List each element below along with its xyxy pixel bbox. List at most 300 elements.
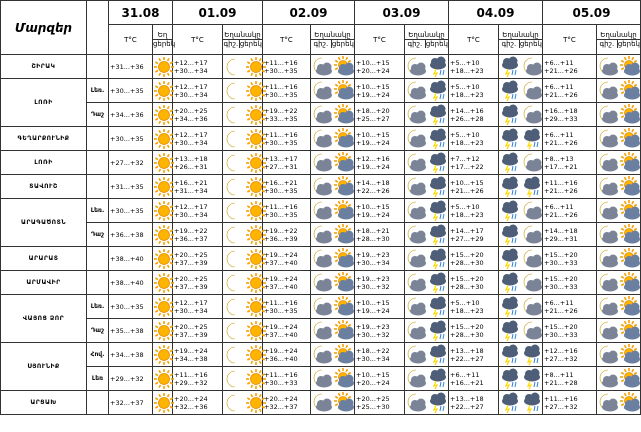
storm-icon — [427, 128, 449, 150]
night-label: գիշ. — [599, 40, 615, 48]
storm-icon — [427, 104, 449, 126]
weather-icon-cell — [405, 391, 449, 415]
sun-cloud-icon — [619, 272, 641, 294]
temperature-cell: +15...+20 +28...+30 — [449, 319, 499, 343]
table-row — [1, 79, 641, 103]
sun-cloud-icon — [333, 176, 355, 198]
regions-header: Մարզեր — [1, 1, 87, 55]
temperature-cell: +18...+20 +25...+27 — [355, 103, 405, 127]
weather-icon-cell — [499, 223, 543, 247]
temperature-cell: +6...+11 +21...+26 — [543, 127, 597, 151]
storm-icon — [427, 368, 449, 390]
weather-icon-cell — [597, 151, 641, 175]
weather-icon-cell — [223, 199, 263, 223]
moon-cloud-icon — [311, 152, 333, 174]
moon-cloud-icon — [597, 368, 619, 390]
weather-icon-cell — [153, 223, 173, 247]
weather-icon-cell — [499, 151, 543, 175]
weather-icon-cell — [405, 199, 449, 223]
storm-icon — [427, 320, 449, 342]
weather-icon-cell — [405, 295, 449, 319]
temperature-cell: +6...+11 +16...+21 — [449, 367, 499, 391]
sun-cloud-icon — [619, 200, 641, 222]
sun-cloud-icon — [619, 320, 641, 342]
storm-icon — [521, 344, 543, 366]
temperature-cell: +14...+18 +29...+31 — [543, 223, 597, 247]
temperature-cell: +16...+18 +29...+33 — [543, 103, 597, 127]
moon-cloud-icon — [311, 128, 333, 150]
moon-cloud-icon — [597, 320, 619, 342]
table-row — [1, 319, 641, 343]
table-row — [1, 55, 641, 79]
weather-icon-cell — [311, 151, 355, 175]
moon-cloud-icon — [311, 392, 333, 414]
weather-icon-cell — [153, 79, 173, 103]
weather-icon-cell — [311, 127, 355, 151]
moon-cloud-icon — [597, 176, 619, 198]
table-row — [1, 247, 641, 271]
moon-icon — [223, 56, 245, 78]
table-row — [1, 223, 641, 247]
temperature-cell: +18...+22 +30...+34 — [355, 343, 405, 367]
moon-cloud-icon — [521, 80, 543, 102]
moon-cloud-icon — [405, 272, 427, 294]
temperature-cell: +11...+16 +30...+35 — [263, 127, 311, 151]
temperature-cell: +12...+16 +27...+32 — [543, 343, 597, 367]
day-label: ցերեկ — [153, 40, 176, 48]
weather-subheader — [405, 25, 449, 55]
temperature-cell: +5...+10 +18...+23 — [449, 79, 499, 103]
sun-cloud-icon — [333, 248, 355, 270]
weather-icon-cell — [597, 223, 641, 247]
temperature-cell: +10...+15 +19...+24 — [355, 199, 405, 223]
night-label: գիշ. — [313, 40, 329, 48]
sun-cloud-icon — [333, 296, 355, 318]
moon-cloud-icon — [521, 272, 543, 294]
sun-cloud-icon — [619, 296, 641, 318]
table-row — [1, 271, 641, 295]
moon-cloud-icon — [597, 152, 619, 174]
region-name: ՍՅՈՒՆԻՔ — [1, 343, 87, 391]
temperature-cell: +11...+16 +30...+33 — [263, 367, 311, 391]
weather-icon-cell — [311, 391, 355, 415]
storm-icon — [499, 200, 521, 222]
moon-cloud-icon — [521, 248, 543, 270]
temp-subheader: T°C — [173, 25, 223, 55]
moon-cloud-icon — [405, 344, 427, 366]
temperature-cell: +34...+36 — [109, 103, 153, 127]
night-label: գիշ. — [407, 40, 423, 48]
weather-icon-cell — [311, 103, 355, 127]
table-row — [1, 199, 641, 223]
storm-icon — [427, 152, 449, 174]
night-label: գիշ. — [501, 40, 517, 48]
moon-icon — [223, 224, 245, 246]
temperature-cell: +19...+23 +30...+32 — [355, 319, 405, 343]
temperature-cell: +11...+16 +27...+32 — [543, 391, 597, 415]
sun-cloud-icon — [333, 104, 355, 126]
weather-icon-cell — [597, 127, 641, 151]
moon-cloud-icon — [405, 176, 427, 198]
temperature-cell: +12...+17 +30...+34 — [173, 55, 223, 79]
moon-cloud-icon — [311, 296, 333, 318]
sun-icon — [153, 200, 175, 222]
weather-icon-cell — [311, 271, 355, 295]
region-name: ՎԱՅՈՑ ՁՈՐ — [1, 295, 87, 343]
subregion-label: Լեռ. — [87, 295, 109, 319]
weather-icon-cell — [311, 223, 355, 247]
weather-icon-cell — [405, 319, 449, 343]
moon-cloud-icon — [521, 56, 543, 78]
region-name: ԱՐՑԱԽ — [1, 391, 87, 415]
moon-cloud-icon — [597, 224, 619, 246]
weather-label: Եղանակը — [600, 31, 637, 39]
temperature-cell: +15...+20 +28...+30 — [449, 271, 499, 295]
sun-icon — [153, 224, 175, 246]
temp-subheader: T°C — [263, 25, 311, 55]
temperature-cell: +16...+21 +31...+34 — [173, 175, 223, 199]
moon-cloud-icon — [597, 200, 619, 222]
weather-icon-cell — [153, 199, 173, 223]
sun-icon — [153, 272, 175, 294]
weather-icon-cell — [311, 79, 355, 103]
weather-label: Եղանակը — [224, 31, 261, 39]
date-header: 31.08 — [109, 1, 173, 25]
region-name: ԳԵՂԱՐՔՈՒՆԻՔ — [1, 127, 87, 151]
sun-cloud-icon — [333, 224, 355, 246]
temperature-cell: +12...+16 +19...+24 — [355, 151, 405, 175]
weather-icon-cell — [223, 175, 263, 199]
moon-cloud-icon — [405, 128, 427, 150]
weather-icon-cell — [405, 79, 449, 103]
sun-icon — [153, 80, 175, 102]
storm-icon — [427, 296, 449, 318]
temperature-cell: +14...+17 +27...+29 — [449, 223, 499, 247]
temperature-cell: +16...+21 +30...+35 — [263, 175, 311, 199]
date-header: 02.09 — [263, 1, 355, 25]
sun-icon — [153, 152, 175, 174]
temperature-cell: +15...+20 +30...+33 — [543, 271, 597, 295]
moon-icon — [223, 320, 245, 342]
sun-icon — [153, 128, 175, 150]
weather-icon-cell — [597, 55, 641, 79]
temperature-cell: +31...+35 — [109, 175, 153, 199]
weather-label: Եղանակը — [408, 31, 445, 39]
weather-icon-cell — [499, 295, 543, 319]
storm-icon — [521, 176, 543, 198]
weather-icon-cell — [499, 55, 543, 79]
weather-icon-cell — [153, 247, 173, 271]
weather-icon-cell — [597, 367, 641, 391]
temperature-cell: +27...+32 — [109, 151, 153, 175]
weather-icon-cell — [597, 103, 641, 127]
moon-cloud-icon — [311, 344, 333, 366]
weather-icon-cell — [499, 391, 543, 415]
temperature-cell: +20...+25 +37...+39 — [173, 271, 223, 295]
storm-icon — [427, 80, 449, 102]
weather-icon-cell — [153, 367, 173, 391]
subregion-label: Դաշ — [87, 319, 109, 343]
temperature-cell: +6...+11 +21...+26 — [543, 55, 597, 79]
temperature-cell: +19...+22 +33...+35 — [263, 103, 311, 127]
moon-icon — [223, 296, 245, 318]
temp-subheader: T°C — [543, 25, 597, 55]
weather-icon-cell — [311, 343, 355, 367]
subregion-label — [87, 151, 109, 175]
sun-cloud-icon — [333, 152, 355, 174]
temperature-cell: +19...+24 +37...+40 — [263, 319, 311, 343]
moon-icon — [223, 392, 245, 414]
region-name: ԱՐԱԳԱԾՈՏՆ — [1, 199, 87, 247]
weather-label: Եղ — [157, 31, 168, 39]
table-row — [1, 367, 641, 391]
subregion-label — [87, 391, 109, 415]
subregion-label: Հով. — [87, 343, 109, 367]
moon-cloud-icon — [521, 104, 543, 126]
moon-cloud-icon — [311, 80, 333, 102]
weather-icon-cell — [223, 223, 263, 247]
sun-cloud-icon — [619, 56, 641, 78]
moon-cloud-icon — [311, 104, 333, 126]
weather-icon-cell — [311, 367, 355, 391]
day-label: ցերեկ — [331, 40, 354, 48]
region-name: ԱՐԱՐԱՏ — [1, 247, 87, 271]
weather-icon-cell — [223, 271, 263, 295]
table-row — [1, 343, 641, 367]
temperature-cell: +13...+18 +22...+27 — [449, 343, 499, 367]
temperature-cell: +8...+11 +21...+28 — [543, 367, 597, 391]
moon-cloud-icon — [597, 128, 619, 150]
weather-icon-cell — [597, 343, 641, 367]
temperature-cell: +12...+17 +30...+34 — [173, 295, 223, 319]
region-name: ՇԻՐԱԿ — [1, 55, 87, 79]
weather-icon-cell — [405, 271, 449, 295]
subregion-label: Լեռ. — [87, 79, 109, 103]
storm-icon — [427, 272, 449, 294]
weather-icon-cell — [405, 343, 449, 367]
weather-icon-cell — [223, 295, 263, 319]
temperature-cell: +10...+15 +19...+24 — [355, 295, 405, 319]
table-row — [1, 151, 641, 175]
table-row — [1, 391, 641, 415]
weather-icon-cell — [597, 79, 641, 103]
weather-icon-cell — [597, 175, 641, 199]
weather-icon-cell — [223, 367, 263, 391]
moon-cloud-icon — [597, 104, 619, 126]
sun-cloud-icon — [619, 344, 641, 366]
weather-subheader — [223, 25, 263, 55]
moon-cloud-icon — [405, 56, 427, 78]
moon-cloud-icon — [597, 272, 619, 294]
weather-icon-cell — [223, 127, 263, 151]
moon-cloud-icon — [405, 248, 427, 270]
weather-icon-cell — [499, 271, 543, 295]
moon-cloud-icon — [311, 272, 333, 294]
moon-icon — [223, 248, 245, 270]
weather-icon-cell — [223, 151, 263, 175]
moon-cloud-icon — [597, 296, 619, 318]
temperature-cell: +5...+10 +18...+23 — [449, 55, 499, 79]
storm-icon — [427, 176, 449, 198]
moon-cloud-icon — [597, 392, 619, 414]
weather-icon-cell — [311, 55, 355, 79]
storm-icon — [499, 224, 521, 246]
temperature-cell: +19...+24 +37...+40 — [263, 247, 311, 271]
sun-icon — [153, 296, 175, 318]
temperature-cell: +30...+35 — [109, 295, 153, 319]
sun-cloud-icon — [619, 392, 641, 414]
moon-cloud-icon — [597, 56, 619, 78]
sun-icon — [153, 392, 175, 414]
storm-icon — [521, 368, 543, 390]
subregion-label — [87, 55, 109, 79]
subregion-label: Լեռ. — [87, 199, 109, 223]
weather-subheader — [153, 25, 176, 55]
temperature-cell: +20...+25 +25...+30 — [355, 391, 405, 415]
temperature-cell: +32...+37 — [109, 391, 153, 415]
region-name: ՏԱՎՈՒՇ — [1, 175, 87, 199]
sun-cloud-icon — [333, 200, 355, 222]
day-label: ցերեկ — [239, 40, 262, 48]
moon-cloud-icon — [405, 104, 427, 126]
day-label: ցերեկ — [617, 40, 640, 48]
storm-icon — [427, 344, 449, 366]
subregion-label: Դաշ — [87, 103, 109, 127]
weather-icon-cell — [499, 199, 543, 223]
temperature-cell: +30...+35 — [109, 127, 153, 151]
moon-cloud-icon — [405, 368, 427, 390]
storm-icon — [499, 176, 521, 198]
weather-icon-cell — [597, 247, 641, 271]
weather-icon-cell — [311, 199, 355, 223]
temperature-cell: +19...+23 +30...+34 — [355, 247, 405, 271]
sun-cloud-icon — [619, 176, 641, 198]
temperature-cell: +10...+15 +20...+24 — [355, 367, 405, 391]
temperature-cell: +20...+25 +37...+39 — [173, 247, 223, 271]
moon-icon — [223, 272, 245, 294]
temperature-cell: +19...+22 +36...+37 — [173, 223, 223, 247]
temperature-cell: +11...+16 +30...+35 — [263, 295, 311, 319]
storm-icon — [499, 128, 521, 150]
date-header: 01.09 — [173, 1, 263, 25]
temperature-cell: +13...+17 +27...+31 — [263, 151, 311, 175]
temperature-cell: +12...+17 +30...+34 — [173, 199, 223, 223]
region-name: ԼՈՌԻ — [1, 151, 87, 175]
weather-icon-cell — [311, 247, 355, 271]
weather-icon-cell — [597, 271, 641, 295]
sun-icon — [153, 344, 175, 366]
weather-icon-cell — [223, 79, 263, 103]
moon-cloud-icon — [405, 152, 427, 174]
weather-icon-cell — [153, 151, 173, 175]
storm-icon — [521, 128, 543, 150]
temperature-cell: +6...+11 +21...+26 — [543, 295, 597, 319]
sun-cloud-icon — [333, 344, 355, 366]
storm-icon — [499, 344, 521, 366]
weather-icon-cell — [405, 55, 449, 79]
moon-cloud-icon — [521, 224, 543, 246]
temperature-cell: +15...+20 +30...+33 — [543, 247, 597, 271]
temperature-cell: +13...+18 +26...+31 — [173, 151, 223, 175]
moon-cloud-icon — [521, 320, 543, 342]
moon-cloud-icon — [521, 296, 543, 318]
temperature-cell: +38...+40 — [109, 271, 153, 295]
weather-icon-cell — [153, 127, 173, 151]
moon-cloud-icon — [311, 200, 333, 222]
temperature-cell: +10...+15 +19...+24 — [355, 79, 405, 103]
storm-icon — [499, 56, 521, 78]
storm-icon — [499, 104, 521, 126]
weather-icon-cell — [499, 247, 543, 271]
moon-cloud-icon — [405, 80, 427, 102]
storm-icon — [499, 80, 521, 102]
weather-icon-cell — [153, 391, 173, 415]
header-blank — [87, 1, 109, 55]
moon-icon — [223, 80, 245, 102]
temperature-cell: +11...+16 +30...+35 — [263, 199, 311, 223]
table-row — [1, 295, 641, 319]
weather-icon-cell — [597, 295, 641, 319]
table-row — [1, 175, 641, 199]
weather-icon-cell — [153, 295, 173, 319]
moon-icon — [223, 344, 245, 366]
weather-icon-cell — [499, 127, 543, 151]
subregion-label — [87, 175, 109, 199]
subregion-label — [87, 127, 109, 151]
temperature-cell: +19...+22 +36...+39 — [263, 223, 311, 247]
weather-icon-cell — [153, 343, 173, 367]
temperature-cell: +10...+15 +21...+26 — [449, 175, 499, 199]
storm-icon — [499, 248, 521, 270]
weather-icon-cell — [153, 55, 173, 79]
region-name: ԱՐՄԱՎԻՐ — [1, 271, 87, 295]
temp-subheader: T°C — [449, 25, 499, 55]
night-label: գիշ. — [223, 40, 239, 48]
temperature-cell: +35...+38 — [109, 319, 153, 343]
region-name: ԼՈՌԻ — [1, 79, 87, 127]
weather-icon-cell — [311, 175, 355, 199]
weather-icon-cell — [223, 103, 263, 127]
subregion-label — [87, 271, 109, 295]
moon-icon — [223, 152, 245, 174]
temperature-cell: +20...+24 +32...+37 — [263, 391, 311, 415]
sun-icon — [153, 320, 175, 342]
temp-subheader: T°C — [355, 25, 405, 55]
sun-cloud-icon — [333, 56, 355, 78]
sun-cloud-icon — [619, 104, 641, 126]
weather-label: Եղանակը — [502, 31, 539, 39]
temperature-cell: +19...+23 +30...+32 — [355, 271, 405, 295]
sun-cloud-icon — [333, 272, 355, 294]
sun-icon — [153, 248, 175, 270]
moon-icon — [223, 200, 245, 222]
subregion-label: Լեռ — [87, 367, 109, 391]
temperature-cell: +20...+25 +37...+39 — [173, 319, 223, 343]
weather-icon-cell — [311, 295, 355, 319]
sun-cloud-icon — [619, 128, 641, 150]
temperature-cell: +11...+16 +30...+35 — [263, 79, 311, 103]
moon-cloud-icon — [405, 200, 427, 222]
weather-subheader — [499, 25, 543, 55]
moon-cloud-icon — [597, 344, 619, 366]
weather-icon-cell — [499, 343, 543, 367]
weather-icon-cell — [499, 367, 543, 391]
temperature-cell: +10...+15 +19...+24 — [355, 127, 405, 151]
date-header: 04.09 — [449, 1, 543, 25]
sun-cloud-icon — [619, 152, 641, 174]
moon-cloud-icon — [405, 296, 427, 318]
sun-icon — [153, 104, 175, 126]
